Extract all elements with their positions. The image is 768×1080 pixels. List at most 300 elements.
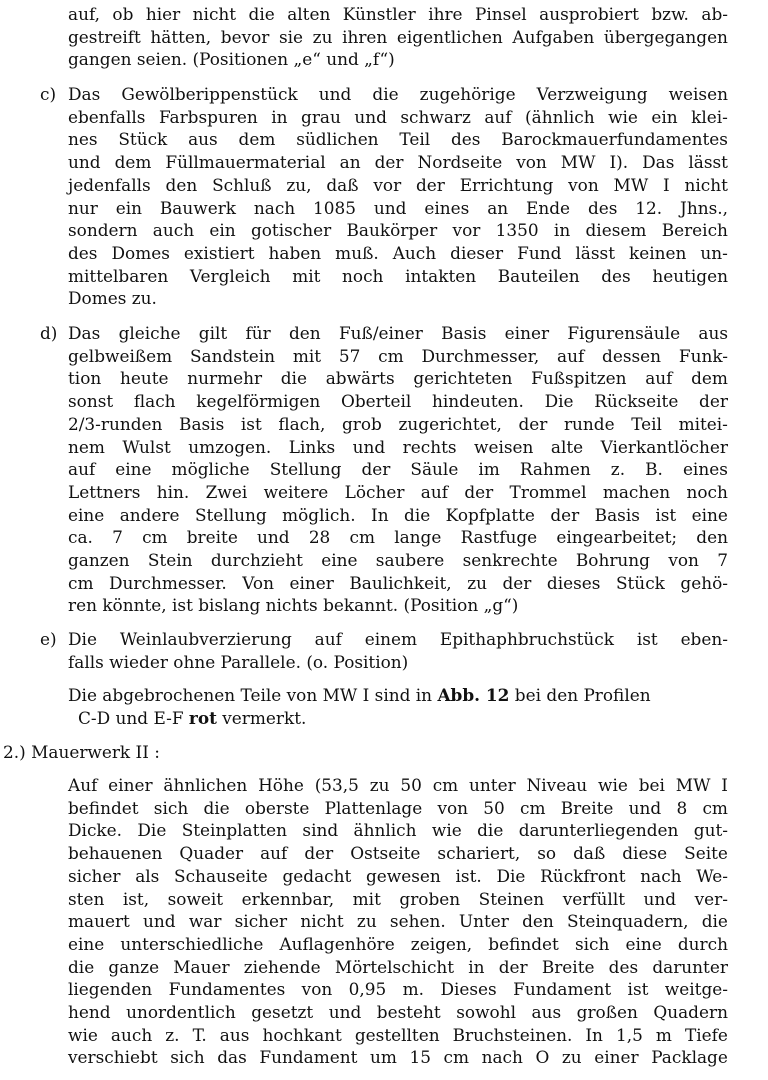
word: den <box>165 174 198 195</box>
word: einer <box>594 1047 639 1068</box>
word: die <box>280 368 307 389</box>
word: bzw. <box>651 4 689 24</box>
word: die <box>701 911 728 932</box>
word: Unter <box>458 911 509 932</box>
word: lange <box>394 527 442 548</box>
word: verschiebt <box>68 1047 158 1068</box>
word: dieses <box>546 572 601 593</box>
word: Basis <box>594 504 640 525</box>
word: von <box>437 797 469 818</box>
word: an <box>487 197 509 218</box>
word: und <box>318 84 352 104</box>
word: ausprobiert <box>539 4 639 24</box>
word: eine <box>691 504 728 525</box>
text-line <box>68 1024 728 1047</box>
word: runde <box>563 413 615 434</box>
word: der <box>502 572 532 593</box>
word: 1,5 <box>615 1024 643 1045</box>
word: eingearbeitet; <box>556 527 678 548</box>
word: cm <box>520 797 546 818</box>
word: Bohrung <box>575 550 650 571</box>
word: dessen <box>602 345 662 366</box>
word: des <box>601 265 631 286</box>
word: der <box>550 504 580 525</box>
word: und <box>328 1002 362 1023</box>
word: z. <box>165 1024 180 1045</box>
section-heading: 2.) Mauerwerk II : <box>3 742 160 762</box>
word: zu <box>312 26 333 47</box>
text-line: ren könnte, ist bislang nichts bekannt. (Position „g“) <box>68 595 519 616</box>
word: Rückseite <box>594 391 679 412</box>
word: und <box>628 797 662 818</box>
word: saubere <box>375 550 445 571</box>
word: Ende <box>526 197 571 218</box>
word: einer <box>504 323 550 343</box>
word: gewesen <box>365 865 441 886</box>
word: dem <box>238 129 276 150</box>
word: Fundament <box>259 1047 358 1068</box>
word: auf <box>484 106 512 127</box>
text-line <box>68 504 728 527</box>
word: zugehörige <box>419 84 516 104</box>
text-line <box>68 865 728 888</box>
word: lässt <box>688 152 728 173</box>
word: der <box>464 481 494 502</box>
word: Pinsel <box>475 4 527 24</box>
word: von <box>516 152 547 173</box>
word: mit <box>352 888 381 909</box>
word: MW <box>675 775 711 795</box>
word: senkrechte <box>462 550 558 571</box>
text-line <box>68 26 728 49</box>
word: hätten, <box>150 26 212 47</box>
word: gelbweißem <box>68 345 173 366</box>
word: Fund <box>517 242 562 263</box>
word: zu <box>356 911 377 932</box>
word: nicht <box>684 174 728 195</box>
word: Künstler <box>342 4 416 24</box>
word: eine <box>625 933 662 954</box>
text-line <box>68 3 728 26</box>
word: MW <box>613 174 649 195</box>
item-c-paragraph <box>68 83 728 310</box>
word: wie <box>608 106 638 127</box>
word: Vierkantlöcher <box>600 436 728 457</box>
word: Tiefe <box>684 1024 728 1045</box>
word: sich <box>153 797 189 818</box>
word: sich <box>574 933 610 954</box>
word: des <box>68 242 98 263</box>
item-label-c: c) <box>40 84 57 104</box>
word: wie <box>68 1024 98 1045</box>
word: sehen. <box>389 911 446 932</box>
word: die <box>203 797 230 818</box>
word: aus <box>188 129 218 150</box>
text-line <box>68 174 728 197</box>
word: nur <box>68 197 98 218</box>
word: der <box>361 459 391 480</box>
word: aus <box>531 1002 562 1023</box>
word: auf <box>68 459 96 480</box>
text-line <box>68 956 728 979</box>
word: abwärts <box>325 368 395 389</box>
note-paragraph <box>68 684 728 729</box>
word: auf, <box>68 4 100 24</box>
word: ist <box>655 504 677 525</box>
word: Lettners <box>68 481 141 502</box>
word: Schluß <box>212 174 272 195</box>
word: mauert <box>68 911 130 932</box>
word: mit <box>292 345 322 366</box>
word: auf <box>260 843 288 864</box>
word: war <box>188 911 222 932</box>
word: bei <box>638 775 665 795</box>
word: und <box>373 197 407 218</box>
text-line <box>68 367 728 390</box>
word: Quader <box>179 843 244 864</box>
word: Steinen <box>478 888 545 909</box>
word: 50 <box>400 775 422 795</box>
word: einem <box>364 629 418 649</box>
word: flach <box>133 391 176 412</box>
word: den <box>522 911 554 932</box>
word: haben <box>268 242 322 263</box>
word: Dicke. <box>68 820 123 841</box>
word: ein <box>209 220 236 241</box>
text-line <box>68 628 728 651</box>
word: Funk- <box>678 345 728 366</box>
word: und <box>68 152 101 173</box>
word: Stein <box>147 550 193 571</box>
word: Basis <box>179 413 225 434</box>
word: liegenden <box>68 979 153 1000</box>
word: auf <box>645 368 673 389</box>
word: hend <box>68 1002 111 1023</box>
word: cm <box>142 527 168 548</box>
word: darunter <box>652 956 728 977</box>
item-d-paragraph <box>68 322 728 617</box>
word: befindet <box>488 933 559 954</box>
word: den <box>288 323 321 343</box>
word: das <box>217 1047 247 1068</box>
text-line <box>68 151 728 174</box>
word: Basis <box>441 323 487 343</box>
word: grob <box>342 413 382 434</box>
word: nach <box>640 865 682 886</box>
word: um <box>369 1047 397 1068</box>
word: sich <box>170 1047 205 1068</box>
word: diesem <box>585 220 647 241</box>
word: Wulst <box>122 436 171 457</box>
word: eben- <box>680 629 728 649</box>
word: eine <box>115 459 152 480</box>
word: besteht <box>376 1002 441 1023</box>
word: flach, <box>278 413 326 434</box>
word: schariert, <box>437 843 521 864</box>
text-line <box>68 106 728 129</box>
note-text: vermerkt. <box>216 707 307 728</box>
text-line <box>68 436 728 459</box>
text-line <box>68 910 728 933</box>
word: ihre <box>428 4 463 24</box>
text-line <box>68 83 728 106</box>
word: eines <box>424 197 470 218</box>
word: andere <box>119 504 180 525</box>
word: nach <box>481 1047 523 1068</box>
word: und <box>143 911 176 932</box>
word: Steinquadern, <box>566 911 689 932</box>
word: noch <box>342 265 384 286</box>
word: Höhe <box>258 775 304 795</box>
word: unterschiedliche <box>120 933 264 954</box>
word: wie <box>431 820 462 841</box>
word: übergegangen <box>603 26 728 47</box>
word: nes <box>68 129 98 150</box>
word: ziehende <box>243 956 321 977</box>
note-text: Die abgebrochenen Teile von MW I sind in <box>68 685 438 705</box>
word: We- <box>696 865 728 886</box>
word: Das <box>68 323 101 343</box>
word: Links <box>288 436 336 457</box>
word: ebenfalls <box>68 106 146 127</box>
word: ihren <box>342 26 388 47</box>
note-line-2 <box>68 707 728 730</box>
color-reference: rot <box>188 707 217 728</box>
word: 15 <box>409 1047 431 1068</box>
word: Barockmauerfundamentes <box>501 129 728 150</box>
word: keinen <box>629 242 687 263</box>
word: Epithaphbruchstück <box>439 629 614 649</box>
word: ist <box>240 413 262 434</box>
text-line: Domes zu. <box>68 288 157 309</box>
word: gestreift <box>68 26 141 47</box>
text-line <box>68 1001 728 1024</box>
word: Dieses <box>440 979 497 1000</box>
word: Baukörper <box>346 220 438 241</box>
word: hochkant <box>262 1024 342 1045</box>
note-text: C-D und E-F <box>78 707 189 728</box>
word: 1085 <box>313 197 357 218</box>
word: gut- <box>693 820 728 841</box>
word: in <box>468 956 485 977</box>
word: noch <box>686 481 728 502</box>
word: hin. <box>156 481 190 502</box>
word: Füllmauermaterial <box>165 152 326 173</box>
word: Rückfront <box>540 865 626 886</box>
word: gilt <box>198 323 228 343</box>
word: sowohl <box>456 1002 516 1023</box>
text-line <box>68 219 728 242</box>
word: grau <box>301 106 341 127</box>
word: Stellung <box>269 459 342 480</box>
word: ob <box>112 4 134 24</box>
text-line <box>68 1046 728 1069</box>
word: gehö- <box>680 572 728 593</box>
word: ist <box>627 979 649 1000</box>
word: Vergleich <box>189 265 271 286</box>
text-line <box>68 797 728 820</box>
word: der <box>374 152 404 173</box>
text-line <box>68 128 728 151</box>
word: wie <box>598 775 628 795</box>
word: unter <box>469 775 516 795</box>
word: nicht <box>192 4 237 24</box>
word: 8 <box>676 797 688 818</box>
word: Quadern <box>653 1002 728 1023</box>
word: möglich. <box>282 504 356 525</box>
word: auch <box>110 1024 153 1045</box>
word: Weinlaubverzierung <box>119 629 292 649</box>
word: Baulichkeit, <box>349 572 452 593</box>
word: eines <box>682 459 728 480</box>
word: den <box>696 527 728 548</box>
intro-paragraph <box>68 3 728 71</box>
word: Zwei <box>205 481 248 502</box>
text-line <box>68 549 728 572</box>
word: MW <box>560 152 596 173</box>
word: 7 <box>112 527 123 548</box>
word: umzogen. <box>188 436 272 457</box>
word: Teil <box>399 129 431 150</box>
word: Gewölberippenstück <box>121 84 298 104</box>
word: O <box>535 1047 550 1068</box>
word: cm <box>68 572 94 593</box>
word: eine <box>68 504 105 525</box>
word: hier <box>145 4 181 24</box>
word: Stück <box>118 129 168 150</box>
word: sind <box>302 820 339 841</box>
word: Figurensäule <box>567 323 681 343</box>
word: klei- <box>691 106 728 127</box>
word: kegelförmigen <box>196 391 321 412</box>
word: dem <box>691 368 728 389</box>
word: der <box>518 413 548 434</box>
word: soweit <box>167 888 224 909</box>
word: der <box>498 956 528 977</box>
word: Verzweigung <box>536 84 648 104</box>
word: 57 <box>338 345 361 366</box>
word: zu <box>561 1047 582 1068</box>
word: Stück <box>615 572 665 593</box>
text-line <box>68 572 728 595</box>
word: vor <box>373 174 402 195</box>
word: großen <box>576 1002 638 1023</box>
word: der <box>415 174 445 195</box>
word: nem <box>68 436 105 457</box>
word: und <box>352 436 386 457</box>
word: In <box>585 1024 603 1045</box>
word: mögliche <box>171 459 250 480</box>
word: m. <box>402 979 425 1000</box>
text-line <box>68 265 728 288</box>
word: alten <box>287 4 331 24</box>
word: erkennbar, <box>241 888 335 909</box>
word: Nordseite <box>417 152 503 173</box>
text-line <box>68 413 728 436</box>
word: ganze <box>108 956 160 977</box>
word: T. <box>192 1024 207 1045</box>
word: die <box>68 956 95 977</box>
word: Errichtung <box>459 174 554 195</box>
word: breite <box>186 527 238 548</box>
word: rechts <box>402 436 457 457</box>
word: existiert <box>183 242 255 263</box>
text-line <box>68 197 728 220</box>
text-line <box>68 242 728 265</box>
word: sicher <box>68 865 121 886</box>
word: (ähnlich <box>525 106 595 127</box>
word: zu <box>369 775 390 795</box>
word: Niveau <box>526 775 588 795</box>
word: 7 <box>717 550 728 571</box>
word: Rastfuge <box>460 527 538 548</box>
word: für <box>245 323 271 343</box>
word: Stellung <box>194 504 267 525</box>
word: des <box>450 129 481 150</box>
item-label-e: e) <box>40 629 57 649</box>
word: Farbspuren <box>158 106 258 127</box>
word: eigentlichen <box>396 26 503 47</box>
word: sicher <box>234 911 288 932</box>
word: jedenfalls <box>68 174 151 195</box>
text-line <box>68 526 728 549</box>
word: daß <box>326 174 359 195</box>
word: hindeuten. <box>431 391 524 412</box>
note-line-1 <box>68 684 728 707</box>
word: ca. <box>68 527 93 548</box>
word: 12. <box>635 197 663 218</box>
word: auf <box>420 481 448 502</box>
word: Bereich <box>661 220 728 241</box>
word: ähnlich <box>353 820 417 841</box>
word: befindet <box>68 797 139 818</box>
word: ver- <box>694 888 728 909</box>
word: Bauteilen <box>497 265 580 286</box>
word: Rahmen <box>519 459 591 480</box>
word: behauenen <box>68 843 163 864</box>
word: die <box>248 4 275 24</box>
word: Breite <box>541 956 595 977</box>
word: cm <box>349 527 375 548</box>
word: Mauer <box>173 956 230 977</box>
word: weitere <box>263 481 329 502</box>
word: gesetzt <box>251 1002 314 1023</box>
word: Mörtelschicht <box>334 956 455 977</box>
word: heutigen <box>652 265 728 286</box>
word: sie <box>278 26 304 47</box>
word: Breite <box>560 797 614 818</box>
word: weisen <box>474 436 534 457</box>
word: ein <box>651 106 678 127</box>
word: zu <box>467 572 487 593</box>
word: auch <box>152 220 195 241</box>
word: auf <box>557 345 585 366</box>
word: die <box>404 504 431 525</box>
word: Die <box>137 820 167 841</box>
word: dieser <box>450 242 504 263</box>
text-line <box>68 774 728 797</box>
word: die <box>477 820 504 841</box>
note-text: bei den Profilen <box>509 685 651 705</box>
word: ähnlichen <box>163 775 248 795</box>
text-line <box>68 345 728 368</box>
word: 0,95 <box>348 979 387 1000</box>
word: machen <box>602 481 671 502</box>
word: ab- <box>701 4 728 24</box>
word: Ostseite <box>350 843 421 864</box>
word: dem <box>114 152 152 173</box>
word: Kopfplatte <box>445 504 535 525</box>
